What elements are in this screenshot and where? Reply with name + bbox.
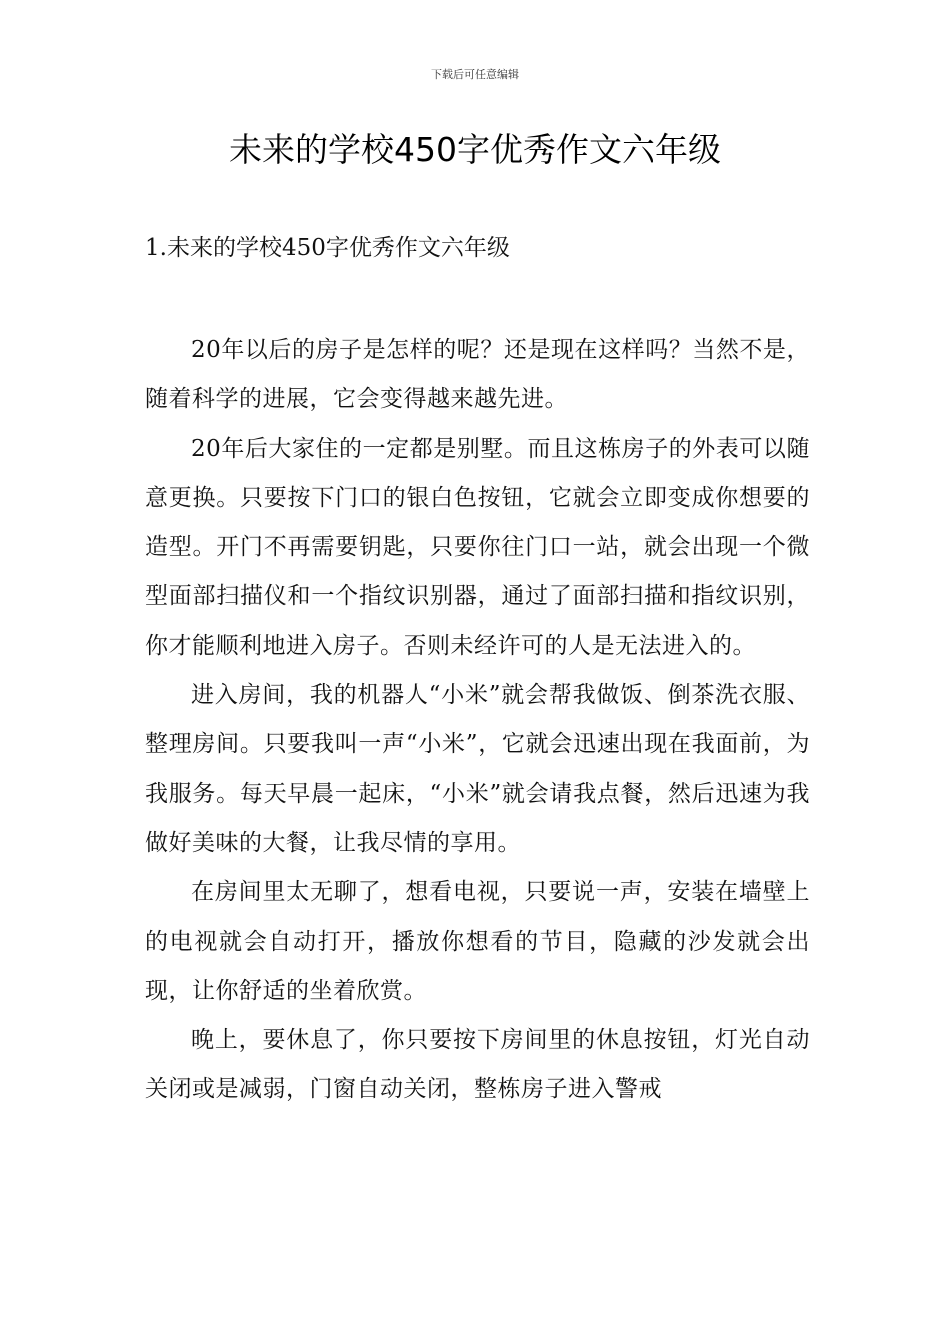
page-header-note: 下载后可任意编辑 [431,68,519,81]
section-heading: 1.未来的学校450字优秀作文六年级 [145,235,510,261]
essay-body [145,326,810,1115]
paragraph: 晚上，要休息了，你只要按下房间里的休息按钮，灯光自动关闭或是减弱，门窗自动关闭，整栋房子进入警戒 [145,1027,810,1103]
paragraph: 进入房间，我的机器人“小米”就会帮我做饭、倒茶洗衣服、整理房间。只要我叫一声“小米”，它就会迅速出现在我面前，为我服务。每天早晨一起床，“小米”就会请我点餐，然后迅速为我做好美味的大餐，让我尽情的享用。 [145,682,810,856]
document-title: 未来的学校450字优秀作文六年级 [229,130,721,169]
paragraph: 20年以后的房子是怎样的呢？还是现在这样吗？当然不是，随着科学的进展，它会变得越来越先进。 [145,337,810,413]
paragraph: 在房间里太无聊了，想看电视，只要说一声，安装在墙壁上的电视就会自动打开，播放你想看的节目，隐藏的沙发就会出现，让你舒适的坐着欣赏。 [145,879,810,1004]
paragraph: 20年后大家住的一定都是别墅。而且这栋房子的外表可以随意更换。只要按下门口的银白色按钮，它就会立即变成你想要的造型。开门不再需要钥匙，只要你往门口一站，就会出现一个微型面部扫描仪和一个指纹识别器，通过了面部扫描和指纹识别，你才能顺利地进入房子。否则未经许可的人是无法进入的。 [145,435,810,659]
